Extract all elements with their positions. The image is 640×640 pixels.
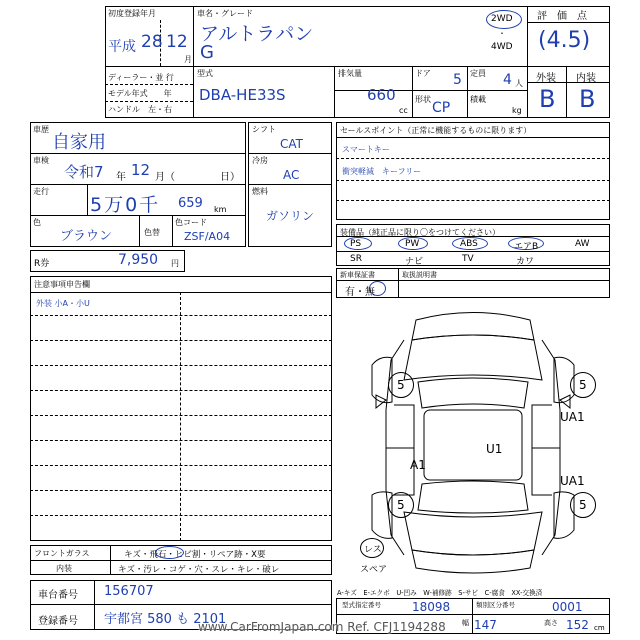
car-grade: G xyxy=(200,42,214,63)
drive-dot: ・ xyxy=(498,29,506,38)
mark-rear-left-tire: 5 xyxy=(397,498,405,512)
recycle-box xyxy=(30,250,185,272)
notes-title: 注意事項申告欄 xyxy=(34,280,90,289)
first-reg-era: 平成 xyxy=(108,39,136,55)
class-no: 0001 xyxy=(552,600,583,614)
handle-label: ハンドル 左・右 xyxy=(108,105,172,114)
reg-no-label: 登録番号 xyxy=(38,616,78,627)
watermark: www.CarFromJapan.com Ref. CFJ1194288 xyxy=(198,620,446,634)
displacement: 660 xyxy=(367,86,396,104)
stone-chip-circle xyxy=(155,546,184,559)
model-year-label: モデル年式 年 xyxy=(108,89,172,98)
inspection-day-unit: 日） xyxy=(220,172,240,183)
recycle-label: R券 xyxy=(34,259,50,269)
interior-cond-value: キズ・汚レ・コゲ・穴・スレ・キレ・破レ xyxy=(118,565,280,575)
shift: CAT xyxy=(280,137,303,151)
exterior-grade: B xyxy=(539,85,556,113)
equip-tv: TV xyxy=(462,254,474,264)
height: 152 xyxy=(566,618,589,632)
mark-left-side: A1 xyxy=(410,458,426,472)
inspection-month-unit: 月（ xyxy=(155,172,175,183)
width: 147 xyxy=(474,618,497,632)
sales-points-title: セールスポイント（正常に機能するものに限ります） xyxy=(340,126,532,135)
history-label: 車歴 xyxy=(33,125,49,134)
month-unit: 月 xyxy=(184,55,192,64)
first-reg-label: 初度登録年月 xyxy=(108,9,156,18)
fuel-label: 燃料 xyxy=(252,187,268,196)
recycle-amount: 7,950 xyxy=(118,252,159,268)
equip-ps: PS xyxy=(350,239,362,249)
spare-label: スペア xyxy=(360,565,388,575)
ac-label: 冷房 xyxy=(252,156,268,165)
mileage-label: 走行 xyxy=(33,187,49,196)
dealer-label: ディーラー・並 行 xyxy=(108,73,174,82)
mark-rear-right-tire: 5 xyxy=(579,498,587,512)
width-label: 幅 xyxy=(462,619,469,627)
interior-cond-label: 内装 xyxy=(56,564,72,573)
sales-point-2: 衝突軽減 キーフリー xyxy=(342,167,422,176)
mark-right-front-door: UA1 xyxy=(560,410,585,424)
drive-4wd: 4WD xyxy=(491,42,513,52)
car-name-label: 車名・グレード xyxy=(197,9,253,18)
mark-front-right-tire: 5 xyxy=(579,378,587,392)
height-label: 高さ xyxy=(544,619,558,627)
front-glass-label: フロントガラス xyxy=(34,549,90,558)
color: ブラウン xyxy=(60,229,113,244)
notes-text: 外装 小A・小U xyxy=(36,299,90,308)
inspection-label: 車検 xyxy=(33,156,49,165)
fuel: ガソリン xyxy=(266,209,315,223)
equip-pw: PW xyxy=(405,239,420,249)
model-cert-label: 型式指定番号 xyxy=(342,601,381,609)
cm-unit: cm xyxy=(594,624,605,632)
history: 自家用 xyxy=(52,132,106,153)
equip-abs: ABS xyxy=(460,239,478,249)
km-unit: km xyxy=(214,205,227,214)
equip-navi: ナビ xyxy=(405,257,424,267)
capacity: 4 xyxy=(503,72,512,88)
exterior-label: 外装 xyxy=(536,73,556,84)
color-label: 色 xyxy=(33,218,41,227)
kg-unit: kg xyxy=(512,106,522,115)
displacement-label: 排気量 xyxy=(338,69,362,78)
color-code-label: 色コード xyxy=(175,218,207,227)
first-reg-year: 28 xyxy=(141,32,163,52)
inspection-year-unit: 年 xyxy=(116,172,126,183)
front-glass-value: キズ・飛石・ヒビ割・リペア跡・X要 xyxy=(124,550,266,560)
interior-label: 内装 xyxy=(576,73,596,84)
manual-label: 取扱説明書 xyxy=(402,271,437,279)
mark-front-left-tire: 5 xyxy=(397,378,405,392)
shape: CP xyxy=(432,100,451,116)
warranty-label: 新車保証書 xyxy=(340,271,375,279)
capacity-unit: 人 xyxy=(515,79,523,88)
color-code: ZSF/A04 xyxy=(184,230,231,243)
reg-no: 宇都宮 580 も 2101 xyxy=(104,612,227,627)
inspection-era: 令和7 xyxy=(64,163,104,181)
class-label: 類別区分番号 xyxy=(476,601,515,609)
sales-point-1: スマートキー xyxy=(342,145,390,154)
model-code: DBA-HE33S xyxy=(199,86,286,104)
vehicle-no-label: 車台番号 xyxy=(38,590,78,601)
drive-2wd: 2WD xyxy=(491,14,513,24)
eval-label: 評 価 点 xyxy=(537,11,587,22)
inspection-month: 12 xyxy=(131,161,151,179)
equip-leather: カワ xyxy=(516,257,535,267)
doors-label: ドア xyxy=(415,69,431,78)
cc-unit: cc xyxy=(399,106,408,115)
equip-aw: AW xyxy=(575,239,590,249)
equipment-title: 装備品（純正品に限り〇をつけてください） xyxy=(340,228,500,237)
capacity-label: 定員 xyxy=(470,69,486,78)
mark-right-rear-door: UA1 xyxy=(560,474,585,488)
mileage-main: 5万0千 xyxy=(90,194,161,216)
equip-sr: SR xyxy=(350,254,362,264)
load-label: 積載 xyxy=(470,95,486,104)
equip-airbag: エアB xyxy=(514,242,539,252)
damage-legend: A-キズ E-エクボ U-凹み W-補修跡 S-サビ C-腐食 XX-交換済 xyxy=(337,589,543,597)
doors: 5 xyxy=(453,72,462,88)
car-name: アルトラパン xyxy=(200,23,314,45)
ac: AC xyxy=(283,168,300,182)
shape-label: 形状 xyxy=(415,95,431,104)
vehicle-no: 156707 xyxy=(104,584,154,599)
model-cert: 18098 xyxy=(412,600,451,614)
warranty-value: 有・無 xyxy=(345,287,375,298)
shift-label: シフト xyxy=(252,125,276,134)
mileage-sub: 659 xyxy=(178,196,203,211)
mark-roof: U1 xyxy=(486,442,503,456)
first-reg-month: 12 xyxy=(166,32,188,52)
recycle-unit: 円 xyxy=(171,259,179,268)
model-label: 型式 xyxy=(197,69,213,78)
eval-score: (4.5) xyxy=(538,28,591,53)
interior-grade: B xyxy=(579,85,596,113)
color-change-label: 色替 xyxy=(144,228,160,237)
spare-mark: レス xyxy=(364,545,382,555)
